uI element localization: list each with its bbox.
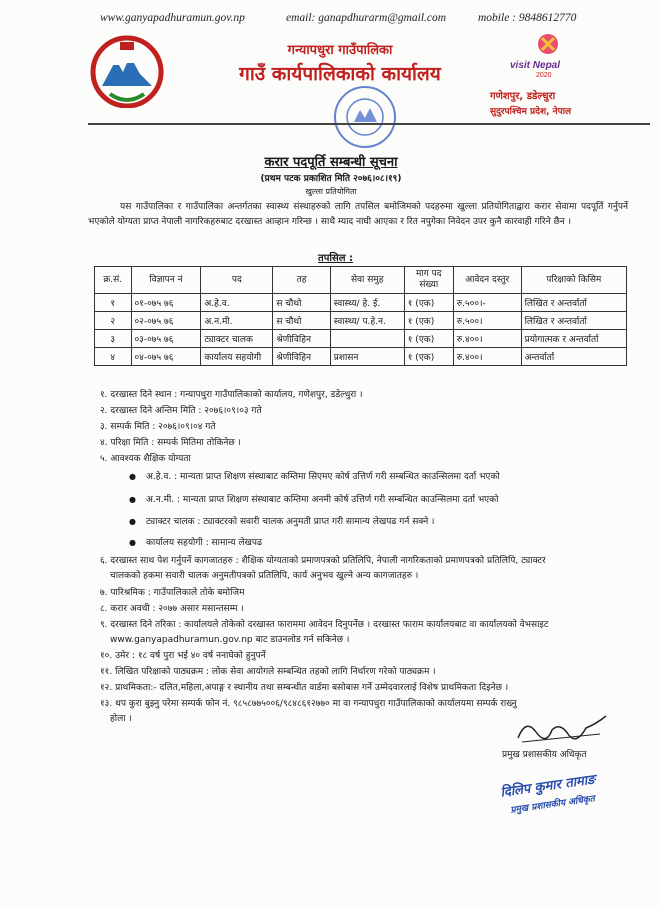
table-cell: श्रेणीविहिन xyxy=(273,330,330,348)
table-cell: १ (एक) xyxy=(404,348,453,366)
office-stamp-icon xyxy=(330,82,400,152)
name-stamp: दिलिप कुमार तामाङ xyxy=(499,772,597,801)
table-cell: ०३-०७५ ७६ xyxy=(131,330,201,348)
list-item: ९. दरखास्त दिने तरिका : कार्यालयले तोकेको दरखास्त फाराममा आवेदन दिनुपर्नेछ । दरखास्त फाराम कार्यालयबाट वा कार्यालयको वेभसाइट xyxy=(100,620,549,630)
list-item: ५. आवश्यक शैक्षिक योग्यता xyxy=(100,454,191,464)
list-item: ७. पारिश्रमिक : गाउँपालिकाले तोके बमोजिम xyxy=(100,588,245,598)
table-cell: स चौथो xyxy=(273,294,330,312)
list-item: ३. सम्पर्क मिति : २०७६।०९।०४ गते xyxy=(100,422,216,432)
role-stamp: प्रमुख प्रशासकीय अधिकृत xyxy=(509,794,596,816)
competition-type: खुल्ला प्रतियोगिता xyxy=(305,187,357,196)
table-cell: रु.५००।- xyxy=(453,294,521,312)
table-cell: प्रयोगात्मक र अन्तर्वार्ता xyxy=(521,330,626,348)
notice-subtitle: (प्रथम पटक प्रकाशित मिति २०७६।०८।१९) xyxy=(260,174,402,184)
table-cell: १ xyxy=(95,294,132,312)
table-cell: ०२-०७५ ७६ xyxy=(131,312,201,330)
table-cell: कार्यालय सहयोगी xyxy=(201,348,273,366)
visit-nepal-text: visit Nepal xyxy=(510,60,561,71)
table-cell: श्रेणीविहिन xyxy=(273,348,330,366)
list-item-continuation: चालकको हकमा सवारी चालक अनुमतीपत्रको प्रतिलिपि, कार्य अनुभव खुल्ने अन्य कागजातहरु । xyxy=(110,571,419,581)
nepal-emblem-icon xyxy=(90,34,164,108)
list-item: १. दरखास्त दिने स्थान : गन्यापधुरा गाउँपालिकाको कार्यालय, गणेशपुर, डडेल्धुरा । xyxy=(100,390,363,400)
notice-title: करार पदपूर्ति सम्बन्धी सूचना xyxy=(264,155,398,170)
list-item-continuation: www.ganyapadhuramun.gov.np बाट डाउनलोड गर्न सकिनेछ । xyxy=(110,635,350,645)
col-header: सेवा समुह xyxy=(330,267,404,294)
email-text: email: ganapdhurarm@gmail.com xyxy=(286,12,447,24)
address-line-1: गणेशपुर, डडेल्धुरा xyxy=(490,91,556,102)
notice-body: यस गाउँपालिका र गाउँपालिका अन्तर्गतका स्वास्थ्य संस्थाहरुको लागि तपसिल बमोजिमको पदहरुमा खुल्ला प्रतियोगिताद्वारा करार सेवामा पदपूर्ति गर्नुपर्ने भएकोले योग्यता प्राप्त नेपाली नागरिकहरुबाट दरखास्त आव्हान गरिन्छ । साथै म्याद नाघी आएका र रित नपुगेका निवेदन उपर कुनै कारवाही गरिने छैन । xyxy=(88,202,628,227)
list-item: ११. लिखित परिक्षाको पाठ्यक्रम : लोक सेवा आयोगले सम्बन्धित तहको लागि निर्धारण गरेको पाठ्यक्रम । xyxy=(100,667,436,677)
table-cell: १ (एक) xyxy=(404,330,453,348)
table-cell: अ.हे.व. xyxy=(201,294,273,312)
list-item: १३. थप कुरा बुझ्नु परेमा सम्पर्क फोन नं. ९८५८७७५००६/९८४८६१२७७० मा वा गन्यापधुरा गाउँपालिकाको कार्यालयमा सम्पर्क राख्नु xyxy=(100,699,517,709)
vacancy-table xyxy=(94,266,627,366)
table-cell: १ (एक) xyxy=(404,294,453,312)
table-cell: अ.न.मी. xyxy=(201,312,273,330)
list-item: ८. करार अवधी : २०७७ असार मसान्तसम्म । xyxy=(100,604,244,614)
table-cell: ०१-०७५ ७६ xyxy=(131,294,201,312)
col-header: पद xyxy=(201,267,273,294)
website-text: www.ganyapadhuramun.gov.np xyxy=(100,12,245,24)
col-header: विज्ञापन नं xyxy=(131,267,201,294)
table-cell: ४ xyxy=(95,348,132,366)
visit-nepal-logo xyxy=(506,32,576,82)
list-item: १०. उमेर : १८ वर्ष पुरा भई ४० वर्ष ननाघेको हुनुपर्ने xyxy=(100,651,266,661)
table-cell: स्वास्थ्य/ हे. ई. xyxy=(330,294,404,312)
table-row xyxy=(95,330,627,348)
col-header: क्र.सं. xyxy=(95,267,132,294)
table-row xyxy=(95,312,627,330)
visit-nepal-year: 2020 xyxy=(536,72,552,79)
table-row xyxy=(95,294,627,312)
table-cell: १ (एक) xyxy=(404,312,453,330)
table-cell: रु.४००। xyxy=(453,330,521,348)
table-header-row xyxy=(95,267,627,294)
signature-icon xyxy=(512,712,612,748)
table-cell: २ xyxy=(95,312,132,330)
table-cell: प्रशासन xyxy=(330,348,404,366)
table-cell: रु.४००। xyxy=(453,348,521,366)
qualification-item: ● ट्याक्टर चालक : ट्याक्टरको सवारी चालक अनुमती प्राप्त गरी सामान्य लेखपढ गर्न सक्ने । xyxy=(146,515,434,529)
list-item: ४. परिक्षा मिति : सम्पर्क मितिमा तोकिनेछ । xyxy=(100,438,241,448)
table-cell: अन्तर्वार्ता xyxy=(521,348,626,366)
table-cell: स चौथो xyxy=(273,312,330,330)
header-divider xyxy=(88,123,650,125)
office-name: गाउँ कार्यपालिकाको कार्यालय xyxy=(239,63,441,85)
list-item-continuation: होला । xyxy=(110,714,132,724)
col-header: परिक्षाको किसिम xyxy=(521,267,626,294)
col-header: तह xyxy=(273,267,330,294)
table-cell: ट्याक्टर चालक xyxy=(201,330,273,348)
signatory-role: प्रमुख प्रशासकीय अधिकृत xyxy=(502,750,587,760)
schedule-label: तपसिल : xyxy=(318,253,353,264)
address-line-2: सुदुरपश्चिम प्रदेश, नेपाल xyxy=(490,107,572,117)
qualification-item: ● अ.हे.व. : मान्यता प्राप्त शिक्षण संस्थाबाट कम्तिमा सिएमए कोर्ष उत्तिर्ण गरी सम्बन्धित काउन्सिलमा दर्ता भएको xyxy=(146,470,500,484)
table-cell: ३ xyxy=(95,330,132,348)
table-cell: लिखित र अन्तर्वार्ता xyxy=(521,312,626,330)
qualification-item: ● अ.न.मी. : मान्यता प्राप्त शिक्षण संस्थाबाट कम्तिमा अनमी कोर्ष उत्तिर्ण गरी सम्बन्धित काउन्सिलमा दर्ता भएको xyxy=(146,493,498,507)
table-cell: रु.५००। xyxy=(453,312,521,330)
list-item: २. दरखास्त दिने अन्तिम मिति : २०७६।०९।०३ गते xyxy=(100,406,262,416)
list-item: १२. प्राथमिकता:- दलित,महिला,अपाङ्ग र स्थानीय तथा सम्बन्धीत वार्डमा बसोबास गर्ने उम्मेदवारलाई विशेष प्राथमिकता दिइनेछ । xyxy=(100,683,509,693)
col-header: माग पद संख्या xyxy=(404,267,453,294)
mobile-text: mobile : 9848612770 xyxy=(478,12,577,24)
municipality-name: गन्यापधुरा गाउँपालिका xyxy=(287,43,393,58)
table-cell: ०४-०७५ ७६ xyxy=(131,348,201,366)
table-row xyxy=(95,348,627,366)
table-cell: स्वास्थ्य/ प.हे.न. xyxy=(330,312,404,330)
list-item: ६. दरखास्त साथ पेश गर्नुपर्ने कागजातहरु : शैक्षिक योग्यताको प्रमाणपत्रको प्रतिलिपि, नेपाली नागरिकताको प्रमाणपत्रको प्रतिलिपि, ट्याक्टर xyxy=(100,556,546,566)
table-cell: लिखित र अन्तर्वार्ता xyxy=(521,294,626,312)
table-cell xyxy=(330,330,404,348)
col-header: आवेदन दस्तुर xyxy=(453,267,521,294)
qualification-item: ● कार्यालय सहयोगी : सामान्य लेखपढ xyxy=(146,536,262,550)
